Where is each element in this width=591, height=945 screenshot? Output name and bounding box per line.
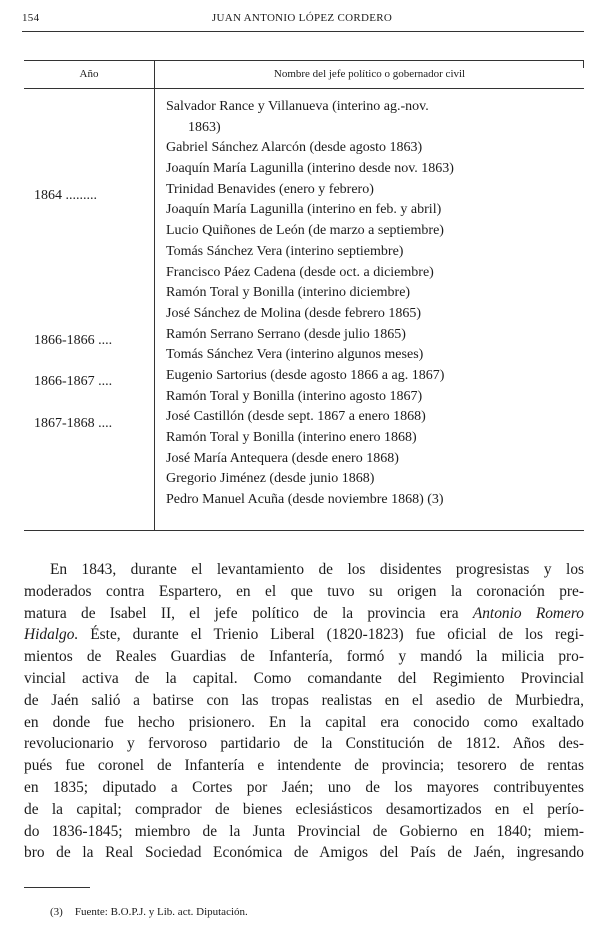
- running-head-author: JUAN ANTONIO LÓPEZ CORDERO: [211, 12, 393, 24]
- footnote: [50, 906, 248, 918]
- governor-entry: Ramón Toral y Bonilla (interino diciembre): [166, 285, 411, 301]
- governor-entry: Gregorio Jiménez (desde junio 1868): [166, 471, 375, 487]
- body-line: de Jaén salió a batirse con las tropas realistas en el asedio de Murbiedra,: [24, 691, 584, 709]
- body-line: en donde fue hecho prisionero. En la capital era conocido como exaltado: [24, 713, 584, 731]
- body-text: Éste, durante el Trienio Liberal (1820-1823) fue oficial de los regi-: [90, 626, 584, 644]
- governor-entry: Salvador Rance y Villanueva (interino ag.-nov.: [166, 99, 429, 114]
- body-line: revolucionario y fervoroso partidario de la Constitución de 1812. Años des-: [24, 735, 584, 753]
- table-bottom-rule: [24, 530, 584, 531]
- governor-entry: Lucio Quiñones de León (de marzo a septiembre): [166, 223, 444, 239]
- body-text: matura de Isabel II, el jefe político de la provincia era: [24, 604, 459, 622]
- year-label: 1867-1868 ....: [34, 415, 113, 431]
- governor-entry: Pedro Manuel Acuña (desde noviembre 1868) (3): [166, 492, 444, 508]
- table-column-divider: [154, 60, 155, 531]
- body-line: do 1836-1845; miembro de la Junta Provincial de Gobierno en 1840; miem-: [24, 822, 584, 840]
- governor-entry: 1863): [188, 119, 221, 135]
- governor-entry: José Sánchez de Molina (desde febrero 1865): [166, 305, 422, 321]
- governors-table: [24, 60, 584, 531]
- footnote-text: Fuente: B.O.P.J. y Lib. act. Diputación.: [74, 906, 248, 918]
- body-line: [24, 624, 584, 646]
- body-line: mientos de Reales Guardias de Infantería, formó y mandó la milicia pro-: [24, 648, 584, 666]
- body-line: moderados contra Espartero, en el que tuvo su origen la coronación pre-: [24, 582, 584, 600]
- governor-entry: Ramón Serrano Serrano (desde julio 1865): [166, 326, 406, 342]
- table-header-name: Nombre del jefe político o gobernador civil: [273, 68, 466, 80]
- footnote-rule: [24, 887, 90, 888]
- body-line: En 1843, durante el levantamiento de los disidentes progresistas y los: [50, 561, 584, 578]
- table-header-year: Año: [79, 68, 99, 80]
- governor-entry: Joaquín María Lagunilla (interino en feb. y abril): [166, 202, 442, 218]
- governor-entry: Tomás Sánchez Vera (interino septiembre): [166, 243, 404, 259]
- footnote-mark: (3): [50, 906, 63, 918]
- governor-entry: Eugenio Sartorius (desde agosto 1866 a ag. 1867): [166, 367, 445, 383]
- governor-entry: Tomás Sánchez Vera (interino algunos meses): [166, 347, 424, 363]
- table-top-rule: [24, 60, 584, 61]
- year-label: 1864 .........: [34, 188, 97, 203]
- body-paragraph: [24, 559, 584, 864]
- year-label: 1866-1867 ....: [34, 374, 113, 390]
- header-rule: [22, 31, 584, 32]
- person-name-italic: Antonio Romero: [472, 604, 584, 622]
- body-line: de la capital; comprador de bienes eclesiásticos desamortizados en el perío-: [24, 800, 584, 818]
- governor-entry: José Castillón (desde sept. 1867 a enero 1868): [166, 409, 426, 425]
- year-label: 1866-1866 ....: [34, 332, 113, 348]
- governor-entry: Ramón Toral y Bonilla (interino agosto 1867): [166, 388, 423, 404]
- body-line: [24, 603, 584, 625]
- governor-entry: Francisco Páez Cadena (desde oct. a diciembre): [166, 264, 434, 280]
- body-line: pués fue coronel de Infantería e intendente de provincia; tesorero de rentas: [24, 757, 584, 775]
- table-header-rule: [24, 88, 584, 89]
- governor-entry: Trinidad Benavides (enero y febrero): [166, 181, 374, 197]
- body-line: vincial activa de la capital. Como comandante del Regimiento Provincial: [24, 669, 584, 687]
- name-column: [166, 97, 584, 511]
- body-line: bro de la Real Sociedad Económica de Amigos del País de Jaén, ingresando: [24, 844, 584, 862]
- governor-entry: Gabriel Sánchez Alarcón (desde agosto 1863): [166, 140, 423, 156]
- governor-entry: Ramón Toral y Bonilla (interino enero 1868): [166, 430, 417, 445]
- table-corner-tick: [583, 60, 584, 68]
- governor-entry: Joaquín María Lagunilla (interino desde nov. 1863): [166, 161, 454, 177]
- person-name-italic: Hidalgo.: [24, 626, 79, 644]
- body-line: en 1835; diputado a Cortes por Jaén; uno de los mayores contribuyentes: [24, 778, 584, 796]
- page-number: 154: [22, 12, 40, 24]
- governor-entry: José María Antequera (desde enero 1868): [166, 450, 399, 466]
